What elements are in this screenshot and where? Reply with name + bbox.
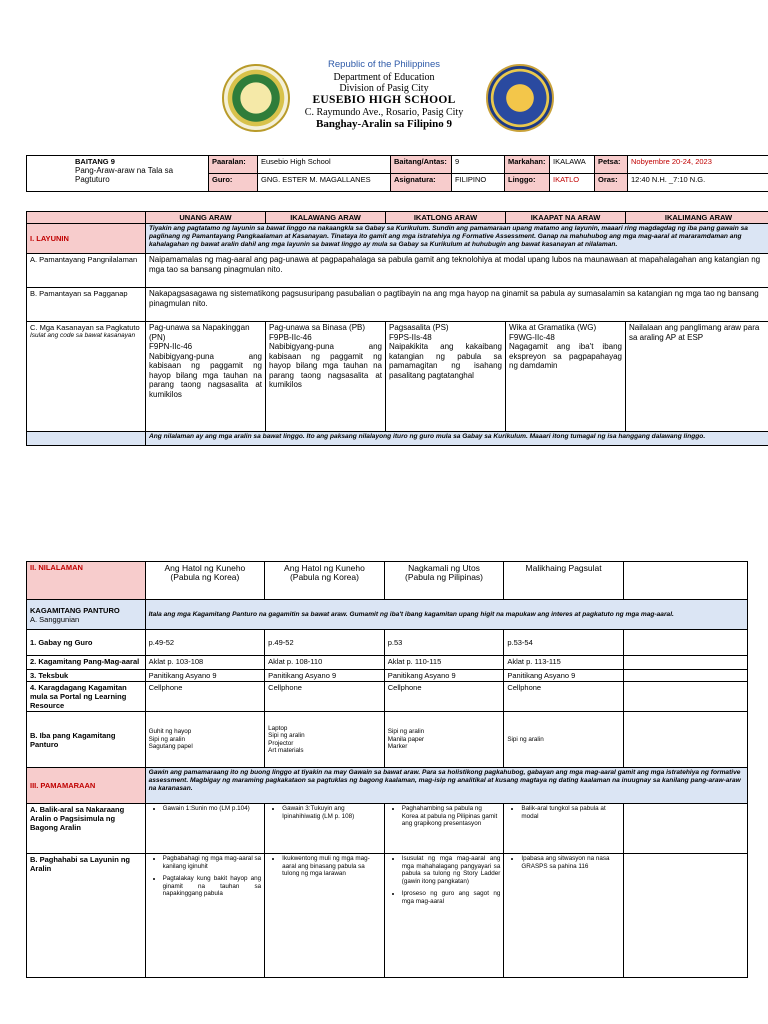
- kasanayan-text: Nailalaan ang panglimang araw para sa araling AP at ESP: [629, 323, 760, 342]
- table-cell: Cellphone: [265, 682, 385, 712]
- kasanayan-cell: [386, 322, 506, 432]
- sanggunian-label: A. Sanggunian: [30, 615, 80, 624]
- grade-label: BAITANG 9: [75, 157, 115, 166]
- nilalaman-col: [145, 562, 265, 600]
- baitang-label: Baitang/Antas:: [391, 156, 452, 174]
- oras-label: Oras:: [595, 174, 628, 192]
- nilalaman-note: Ang nilalaman ay ang mga aralin sa bawat linggo. Ito ang paksang nilalayong ituro ng guro mula sa Gabay sa Kurikulum. Maaari itong tumagal ng isa hanggang dalawang linggo.: [146, 432, 768, 446]
- table-cell: Guhit ng hayop Sipi ng aralin Sagutang papel: [145, 712, 265, 768]
- petsa-value: Nobyembre 20-24, 2023: [628, 156, 768, 174]
- layunin-label: I. LAYUNIN: [27, 224, 146, 254]
- day-header: IKAAPAT NA ARAW: [506, 212, 626, 224]
- table-cell: Panitikang Asyano 9: [265, 670, 385, 682]
- guro-label: Guro:: [209, 174, 258, 192]
- table-cell: [384, 854, 504, 978]
- document-header: [0, 58, 768, 131]
- pangnilalaman-text: Naipamamalas ng mag-aaral ang pag-unawa at pagpapahalaga sa pabula gamit ang teknolohiya at modal upang lubos na maunawaan at mapahalagahan ang katangian ng mga tao sa bansang pinagmulan nito.: [146, 254, 768, 288]
- day-header: IKATLONG ARAW: [386, 212, 506, 224]
- kasanayan-code: F9WG-IIc-48: [509, 332, 555, 342]
- pagganap-text: Nakapagsasagawa ng sistematikong pagsusuripang pasubalian o pagtibayin na ang mga hayop na ginamit sa pabula ay sumasalamin sa katangian ng mga tao ng bansang pinagmulan nito.: [146, 288, 768, 322]
- list-item: • Ikukwentong muli ng mga mag-aaral ang binasang pabula sa tulong ng mga larawan: [282, 855, 381, 878]
- table-cell: [504, 804, 623, 854]
- day-header: IKALAWANG ARAW: [266, 212, 386, 224]
- baitang-value: 9: [452, 156, 505, 174]
- table-cell: Panitikang Asyano 9: [145, 670, 265, 682]
- row-label: 1. Gabay ng Guro: [27, 630, 146, 656]
- row-label: B. Paghahabi sa Layunin ng Aralin: [27, 854, 146, 978]
- nilalaman-col: [384, 562, 504, 600]
- lesson-title: Malikhaing Pagsulat: [525, 563, 602, 573]
- list-item: • Paghahambing sa pabula ng Korea at pabula ng Pilipinas gamit ang grapikong presentasyon: [402, 805, 501, 828]
- table-cell: Cellphone: [504, 682, 623, 712]
- markahan-label: Markahan:: [505, 156, 550, 174]
- kasanayan-code: F9PN-IIc-46: [149, 342, 193, 351]
- pamamaraan-note: Gawin ang pamamaraang ito ng buong linggo at tiyakin na may Gawain sa bawat araw. Para sa holistikong pagkahubog, gabayan ang mga mag-aaral gamit ang mga istratehiya ng formative assessment. Magbigay ng maraming pagkakataon sa pagtuklas ng bagong kaalaman, mag-isip ng analitikal at kusang magtaya ng dating kaalaman na inuugnay sa kanilang pang-araw-araw na karanasan.: [145, 768, 747, 804]
- info-table: [26, 155, 768, 192]
- table-cell: [265, 804, 385, 854]
- pangnilalaman-label: A. Pamantayang Pangnilalaman: [27, 254, 146, 288]
- list-item: • Pagbabahagi ng mga mag-aaral sa kanilang iginuhit: [163, 855, 262, 870]
- lesson-sub: (Pabula ng Korea): [289, 572, 359, 582]
- asignatura-value: FILIPINO: [452, 174, 505, 192]
- list-item: • Pagtalakay kung bakit hayop ang ginamit na tauhan sa napakinggang pabula: [163, 875, 262, 898]
- kasanayan-sub: Isulat ang code sa bawat kasanayan: [30, 332, 136, 339]
- layunin-table: [26, 211, 768, 446]
- table-cell: p.49-52: [145, 630, 265, 656]
- kasanayan-domain: Pagsasalita (PS): [389, 323, 449, 332]
- table-cell: Aklat p. 108-110: [265, 656, 385, 670]
- table-cell: p.53: [384, 630, 504, 656]
- table-cell: [265, 854, 385, 978]
- republic-label: Republic of the Philippines: [328, 59, 440, 70]
- asignatura-label: Asignatura:: [391, 174, 452, 192]
- linggo-label: Linggo:: [505, 174, 550, 192]
- kagamitan-note: Itala ang mga Kagamitang Panturo na gagamitin sa bawat araw. Gumamit ng iba't ibang kagamitan upang higit na mapukaw ang interes at pagkatuto ng mga mag-aaral.: [145, 600, 747, 630]
- lesson-sub: (Pabula ng Pilipinas): [405, 572, 484, 582]
- row-label: 4. Karagdagang Kagamitan mula sa Portal ng Learning Resource: [27, 682, 146, 712]
- day-header: IKALIMANG ARAW: [626, 212, 768, 224]
- nilalaman-label: II. NILALAMAN: [27, 562, 146, 600]
- lesson-sub: (Pabula ng Korea): [170, 572, 240, 582]
- table-cell: p.53-54: [504, 630, 623, 656]
- table-cell: [145, 854, 265, 978]
- oras-value: 12:40 N.H. _7:10 N.G.: [628, 174, 768, 192]
- lesson-title: Nagkamali ng Utos: [408, 563, 480, 573]
- table-cell: [384, 804, 504, 854]
- paaralan-value: Eusebio High School: [258, 156, 391, 174]
- table-cell: Aklat p. 110-115: [384, 656, 504, 670]
- kasanayan-label-cell: [27, 322, 146, 432]
- lesson-title: Ang Hatol ng Kuneho: [284, 563, 365, 573]
- table-cell: Panitikang Asyano 9: [504, 670, 623, 682]
- kasanayan-text: Nabibigyang-puna ang kabisaan ng paggamit ng hayop bilang mga tauhan na parang taong nagsasalita at kumikilos: [149, 351, 262, 399]
- lesson-title: Ang Hatol ng Kuneho: [164, 563, 246, 573]
- school-name: EUSEBIO HIGH SCHOOL: [312, 94, 456, 106]
- kasanayan-text: Nagagamit ang iba't ibang ekspreyon sa pagpapahayag ng damdamin: [509, 342, 622, 370]
- nilalaman-table: [26, 561, 748, 978]
- table-cell: Cellphone: [145, 682, 265, 712]
- table-cell: [504, 854, 623, 978]
- kasanayan-code: F9PS-IIs-48: [389, 332, 432, 342]
- table-cell: Sipi ng aralin: [504, 712, 623, 768]
- kasanayan-domain: Pag-unawa sa Binasa (PB): [269, 323, 366, 332]
- table-cell: Sipi ng aralin Manila paper Marker: [384, 712, 504, 768]
- table-cell: Cellphone: [384, 682, 504, 712]
- day-header: UNANG ARAW: [146, 212, 266, 224]
- kasanayan-cell: [266, 322, 386, 432]
- table-cell: [145, 804, 265, 854]
- table-cell: Aklat p. 103-108: [145, 656, 265, 670]
- nilalaman-col: [265, 562, 385, 600]
- kasanayan-text: Nabibigyang-puna ang kabisaan ng paggamit ng hayop bilang mga tauhan na parang taong nagsasalita at kumikilos: [269, 342, 382, 389]
- table-cell: Aklat p. 113-115: [504, 656, 623, 670]
- pagganap-label: B. Pamantayan sa Pagganap: [27, 288, 146, 322]
- nilalaman-col: [504, 562, 623, 600]
- pamamaraan-label: III. PAMAMARAAN: [27, 768, 146, 804]
- row-label: A. Balik-aral sa Nakaraang Aralin o Pagsisimula ng Bagong Aralin: [27, 804, 146, 854]
- kasanayan-cell: [146, 322, 266, 432]
- kasanayan-domain: Wika at Gramatika (WG): [509, 323, 597, 332]
- kasanayan-cell: [626, 322, 768, 432]
- division-label: Division of Pasig City: [339, 83, 429, 94]
- list-item: • Ipabasa ang sitwasyon na nasa GRASPS sa pahina 116: [521, 855, 619, 870]
- list-item: • Gawain 3:Tukuyin ang Ipinahihiwatig (LM p. 108): [282, 805, 381, 820]
- kasanayan-text: Naipakikita ang kakaibang katangian ng pabula sa pamamagitan ng isahang pasalitang pagtatanghal: [389, 342, 502, 380]
- linggo-value: IKATLO: [550, 174, 595, 192]
- kasanayan-code: F9PB-IIc-46: [269, 332, 312, 342]
- guro-value: GNG. ESTER M. MAGALLANES: [258, 174, 391, 192]
- markahan-value: IKALAWA: [550, 156, 595, 174]
- kagamitan-label: KAGAMITANG PANTURO: [30, 606, 120, 615]
- kagamitan-label-cell: [27, 600, 146, 630]
- school-address: C. Raymundo Ave., Rosario, Pasig City: [304, 107, 464, 118]
- kasanayan-cell: [506, 322, 626, 432]
- table-cell: Laptop Sipi ng aralin Projector Art materials: [265, 712, 385, 768]
- paaralan-label: Paaralan:: [209, 156, 258, 174]
- row-label: B. Iba pang Kagamitang Panturo: [27, 712, 146, 768]
- petsa-label: Petsa:: [595, 156, 628, 174]
- department-label: Department of Education: [333, 72, 435, 83]
- list-item: • Iproseso ng guro ang sagot ng mga mag-aaral: [402, 890, 501, 905]
- table-cell: p.49-52: [265, 630, 385, 656]
- list-item: • Gawain 1:Sunin mo (LM p.104): [163, 805, 262, 813]
- table-cell: Panitikang Asyano 9: [384, 670, 504, 682]
- kasanayan-label: C. Mga Kasanayan sa Pagkatuto: [30, 323, 140, 332]
- document-title: Banghay-Aralin sa Filipino 9: [315, 118, 452, 130]
- list-item: • Isusulat ng mga mag-aaral ang mga mahahalagang pangyayari sa pabula sa tulong ng Story Ladder (gawin itong pangkatan): [402, 855, 501, 885]
- dll-label: Pang-Araw-araw na Tala sa Pagtuturo: [75, 166, 174, 184]
- row-label: 3. Teksbuk: [27, 670, 146, 682]
- list-item: • Balik-aral tungkol sa pabula at modal: [521, 805, 619, 820]
- kasanayan-domain: Pag-unawa sa Napakinggan (PN): [149, 323, 250, 342]
- layunin-note: Tiyakin ang pagtatamo ng layunin sa bawat linggo na nakaangkla sa Gabay sa Kurikulum. Sundin ang pamamaraan upang matamo ang layunin, maaari ring magdagdag ng iba pang gawain sa paglinang ng Pamantayang Pangkaalaman at Kasanayan. Tinataya ito gamit ang mga istratehiya ng Formative Assessment. Ganap na mahuhubog ang mga mag-aaral at mararamdaman ang kahalagahan ng bawat aralin dahil ang mga layunin sa bawat linggo ay mula sa Gabay sa Kurikulum at huhubugin ang bawat kasanayan at nilalaman.: [146, 224, 768, 254]
- row-label: 2. Kagamitang Pang-Mag-aaral: [27, 656, 146, 670]
